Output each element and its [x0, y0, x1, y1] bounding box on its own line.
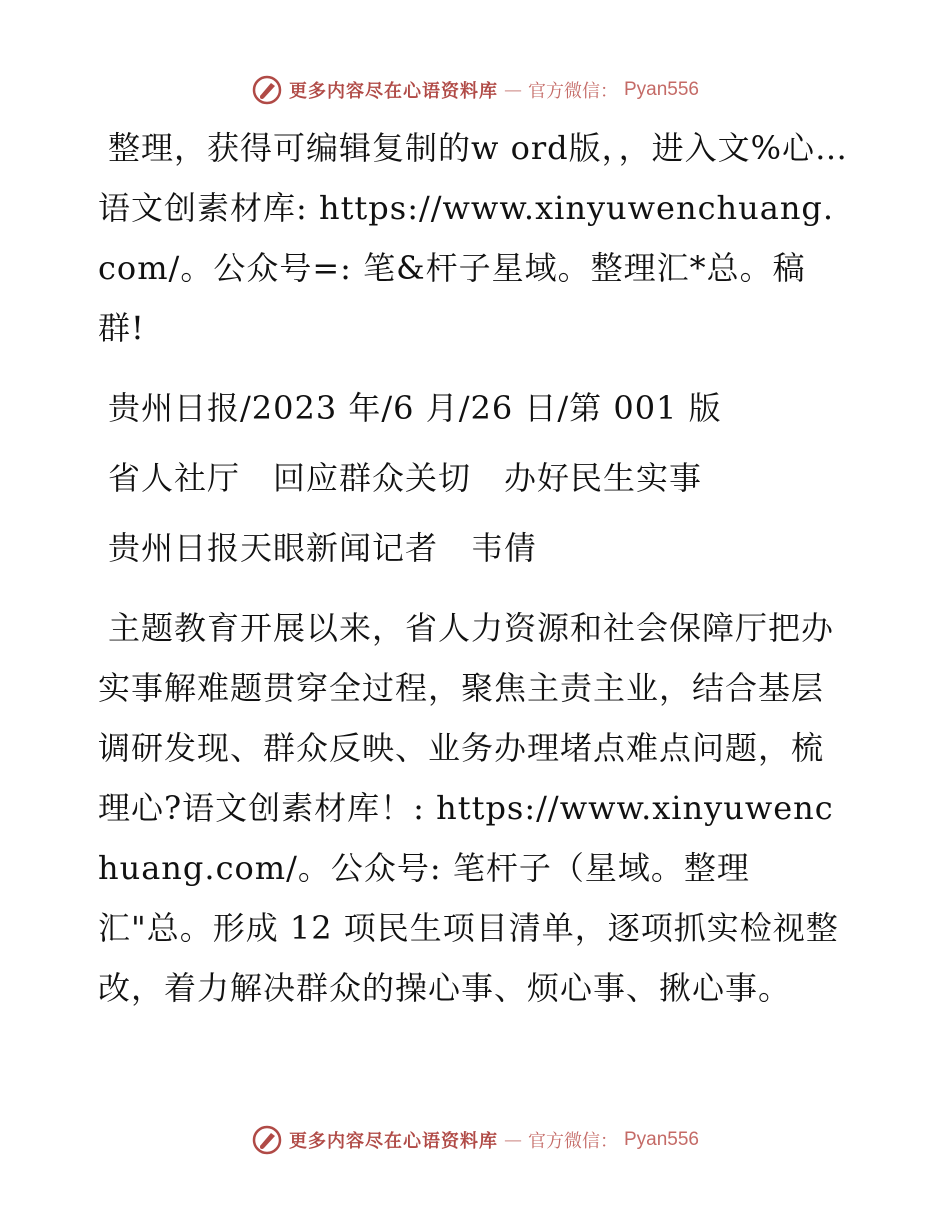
watermark-brand-footer — [251, 1124, 699, 1156]
watermark-separator: — — [503, 1129, 522, 1151]
watermark-brand-text: 更多内容尽在心语资料库 — [288, 81, 498, 102]
headline: 省人社厅 回应群众关切 办好民生实事 — [108, 459, 703, 497]
body-paragraph: 主题教育开展以来，省人力资源和社会保障厅把办实事解难题贯穿全过程，聚焦主责主业，结合基层调研发现、群众反映、业务办理堵点难点问题，梳理心?语文创素材库！: https://www.xinyuwenchuang.com/。公众号: 笔杆子（星域。整理汇"总。形成 12 项民生项目清单，逐项抓实检视整改，着力解决群众的操心事、烦心事、揪心事。 — [98, 609, 839, 1007]
watermark-separator: — — [503, 79, 522, 101]
intro-paragraph: 整理，获得可编辑复制的w ord版，，进入文%心…语文创素材库: https://www.xinyuwenchuang.com/。公众号=: 笔&杆子星域。整理汇*总。稿群! — [98, 129, 849, 347]
watermark-wechat-id: Pyan556 — [623, 79, 699, 100]
header-watermark — [0, 70, 950, 110]
watermark-brand — [251, 74, 699, 106]
document-body — [98, 118, 850, 1018]
source-line: 贵州日报/2023 年/6 月/26 日/第 001 版 — [108, 389, 722, 427]
watermark-wechat-id: Pyan556 — [623, 1129, 699, 1150]
byline: 贵州日报天眼新闻记者 韦倩 — [108, 529, 538, 567]
watermark-brand-text: 更多内容尽在心语资料库 — [288, 1131, 498, 1152]
footer-watermark — [0, 1120, 950, 1160]
brush-logo-icon — [251, 74, 283, 106]
brush-logo-icon — [251, 1124, 283, 1156]
watermark-wechat-label: 官方微信： — [527, 1131, 618, 1152]
watermark-wechat-label: 官方微信： — [527, 81, 618, 102]
